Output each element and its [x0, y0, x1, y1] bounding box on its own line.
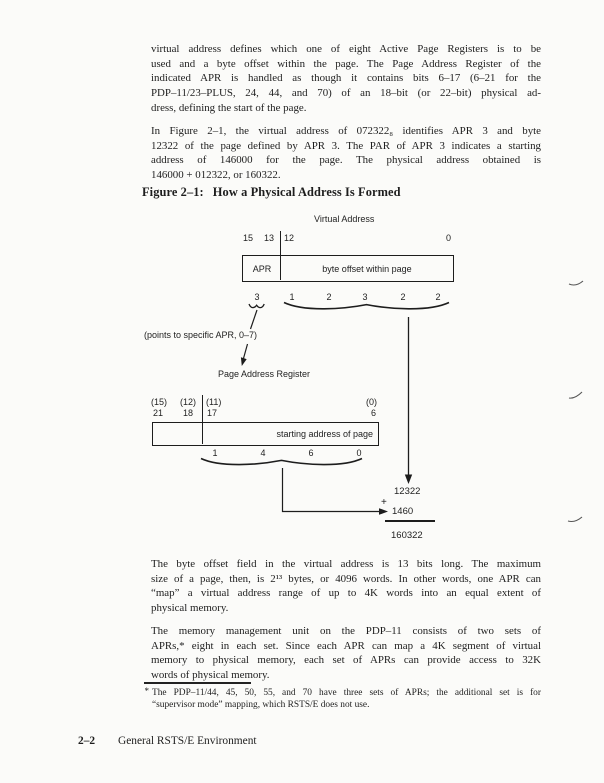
par-bit-label: 6 [371, 408, 377, 418]
result-value: 160322 [391, 530, 423, 541]
par-field-divider-line [202, 395, 204, 444]
par-bit-label: (0) [366, 397, 377, 407]
text-line: The memory management unit on the PDP–11 consists of two sets of [151, 625, 541, 637]
par-bit-label: (11) [206, 397, 222, 407]
par-digit: 1 [212, 448, 218, 458]
par-bit-label: 18 [183, 408, 194, 418]
text-line: In Figure 2–1, the virtual address of 072322₈ identifies APR 3 and byte [151, 125, 541, 137]
text-line: memory to physical memory, each set of APRs can provide access to 32K [151, 654, 541, 667]
va-digit: 2 [326, 292, 332, 302]
footnote-line: “supervisor mode” mapping, which RSTS/E does not use. [152, 699, 370, 710]
figure-title-text: How a Physical Address Is Formed [212, 185, 401, 199]
bit-label-12: 12 [284, 233, 295, 243]
text-line: virtual address defines which one of eight Active Page Registers is to be [151, 43, 541, 55]
par-connector-line [283, 468, 383, 512]
footnote-rule [144, 682, 251, 684]
offset-value: 12322 [394, 486, 421, 497]
bit-label-0: 0 [446, 233, 452, 243]
page-address-register-box [152, 422, 379, 446]
text-line: words of physical memory. [151, 669, 270, 682]
par-connector-arrowhead [379, 508, 388, 515]
par-bit-label: 21 [153, 408, 164, 418]
par-bit-label: (12) [180, 397, 197, 407]
bit-label-15: 15 [243, 233, 254, 243]
par-bit-label: 17 [207, 408, 218, 418]
text-line: 12322 of the page defined by APR 3. The PAR of APR 3 indicates a starting [151, 139, 541, 152]
footnote-line: The PDP–11/44, 45, 50, 55, and 70 have three sets of APRs; the additional set is for [152, 688, 541, 698]
text-line: The byte offset field in the virtual address is 13 bits long. The maximum [151, 558, 541, 570]
figure-title [142, 185, 401, 200]
par-bit-label: (15) [151, 397, 168, 407]
bit-label-13: 13 [264, 233, 275, 243]
par-digit: 6 [308, 448, 314, 458]
apr-digit-underbrace [249, 304, 264, 308]
byte-offset-field-cell: byte offset within page [322, 263, 412, 274]
text-line: used and a byte offset within the page. The Page Address Register of the [151, 57, 541, 70]
va-digit: 1 [289, 292, 295, 302]
footer-section-title: General RSTS/E Environment [118, 735, 257, 747]
apr-field-cell: APR [252, 263, 272, 274]
virtual-address-label: Virtual Address [314, 214, 375, 224]
figure-title-label: Figure 2–1: [142, 185, 204, 199]
virtual-address-register-box [242, 255, 454, 282]
plus-sign: + [381, 497, 387, 508]
par-digit: 4 [260, 448, 266, 458]
text-line: PDP–11/23–PLUS, 24, 44, and 70) of an 18–bit (or 22–bit) physical ad- [151, 87, 541, 100]
va-field-divider-line [280, 231, 282, 280]
va-digit: 2 [400, 292, 406, 302]
text-line: 146000 + 012322, or 160322. [151, 169, 281, 182]
par-digits-underbrace [201, 459, 362, 465]
text-line: APRs,* eight in each set. Since each APR can map a 4K segment of virtual [151, 639, 541, 652]
paragraph-3 [151, 557, 541, 616]
text-line: indicated APR is handled as though it contains bits 6–17 (6–21 for the [151, 72, 541, 85]
offset-drop-arrowhead [405, 475, 412, 485]
par-digit: 0 [356, 448, 362, 458]
paragraph-1 [151, 42, 541, 115]
text-line: physical memory. [151, 602, 229, 615]
margin-mark [569, 281, 583, 285]
margin-mark [568, 517, 582, 522]
apr-note-label: (points to specific APR, 0–7) [144, 330, 258, 340]
text-line: size of a page, then, is 2¹³ bytes, or 4096 words. In other words, one APR can [151, 572, 541, 585]
page-number: 2–2 [78, 735, 96, 747]
va-digit: 3 [362, 292, 368, 302]
page-address-register-label: Page Address Register [218, 369, 311, 379]
apr-pointer-line-lower [243, 344, 248, 362]
va-digit: 2 [435, 292, 441, 302]
footnote [152, 688, 541, 712]
va-digit-apr: 3 [254, 292, 260, 302]
sum-rule-line [385, 520, 435, 522]
text-line: dress, defining the start of the page. [151, 101, 307, 114]
paragraph-2 [151, 124, 541, 183]
starting-address-field-cell: starting address of page [276, 429, 373, 439]
footnote-marker: * [144, 686, 149, 696]
text-line: address of 146000 for the page. The physical address obtained is [151, 154, 541, 167]
margin-mark [569, 392, 582, 398]
apr-pointer-arrowhead [241, 357, 247, 366]
base-value: 1460 [392, 506, 414, 517]
paragraph-4 [151, 624, 541, 683]
apr-pointer-line-upper [251, 310, 258, 329]
byte-offset-underbrace [284, 303, 449, 309]
text-line: “map” a virtual address range of up to 4K words into an equal extent of [151, 587, 541, 600]
